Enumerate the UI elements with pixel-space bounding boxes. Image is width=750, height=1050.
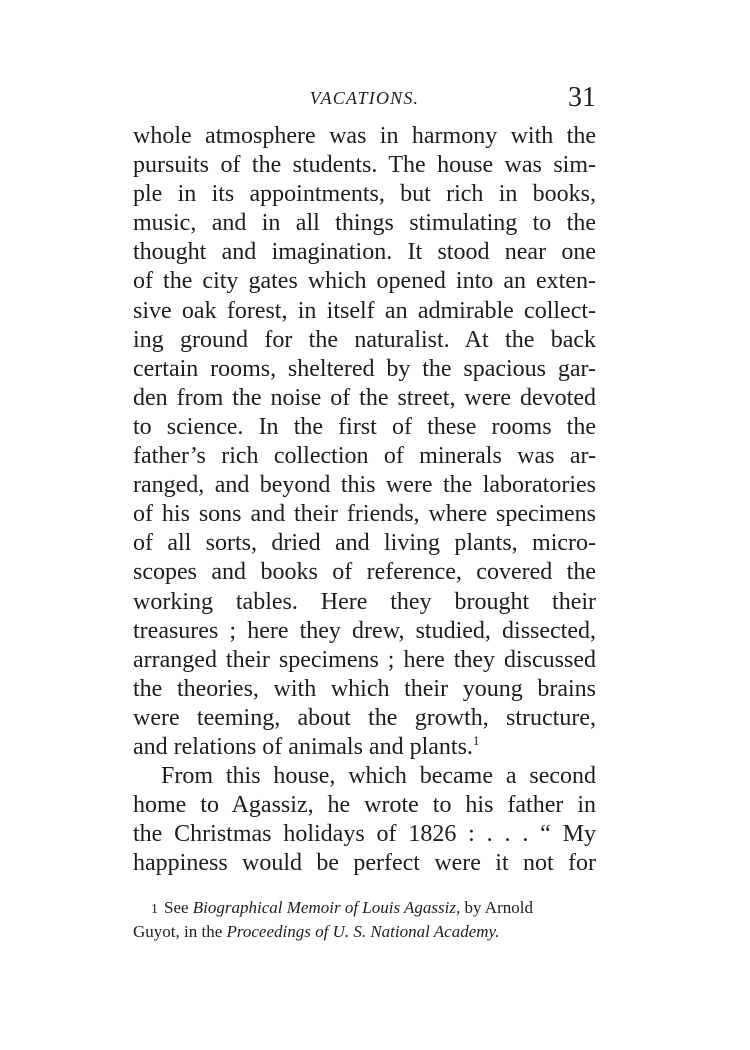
page-number: 31 (568, 82, 596, 113)
text-line: working tables. Here they brought their (133, 588, 596, 615)
footnote-see: See (164, 898, 189, 917)
text-line: whole atmosphere was in harmony with the (133, 123, 596, 149)
text-line: father’s rich collection of minerals was ar- (133, 443, 596, 470)
text-line: the theories, with which their young brains (133, 675, 596, 702)
text-line: treasures ; here they drew, studied, dissected, (133, 617, 596, 644)
running-head (133, 82, 596, 120)
text-line: From this house, which became a second (161, 763, 596, 790)
text-line: pursuits of the students. The house was sim- (133, 152, 596, 179)
text-line: of all sorts, dried and living plants, micro- (133, 530, 596, 557)
text-line: den from the noise of the street, were devoted (133, 384, 596, 411)
text-line: ranged, and beyond this were the laboratories (133, 472, 596, 499)
text-line: music, and in all things stimulating to the (133, 210, 596, 237)
text-line: and relations of animals and plants. (133, 733, 473, 760)
footnote-in-the: in the (184, 922, 223, 941)
footnote-title: Biographical Memoir of Louis Agassiz, (192, 898, 461, 917)
text-line: happiness would be perfect were it not for (133, 850, 596, 877)
footnote-line (133, 920, 596, 944)
text-line: of his sons and their friends, where specimens (133, 501, 596, 528)
footnote-source: Proceedings of U. S. National Academy. (226, 922, 500, 941)
text-line: ing ground for the naturalist. At the back (133, 326, 596, 353)
text-line: home to Agassiz, he wrote to his father in (133, 792, 596, 819)
text-line: to science. In the first of these rooms the (133, 413, 596, 440)
text-line: were teeming, about the growth, structure, (133, 704, 596, 731)
footnote-line (133, 896, 596, 920)
text-line: thought and imagination. It stood near one (133, 239, 596, 266)
running-title: VACATIONS. (309, 88, 420, 108)
footnote-reference: 1 (472, 732, 480, 748)
paragraph-end-line (133, 733, 596, 762)
text-line: arranged their specimens ; here they discussed (133, 646, 596, 673)
text-line: the Christmas holidays of 1826 : . . . “ My (133, 821, 596, 848)
text-line: sive oak forest, in itself an admirable collect- (133, 297, 596, 324)
body-text (133, 122, 596, 878)
text-line: ple in its appointments, but rich in books, (133, 181, 596, 208)
footnote-mark: 1 (151, 902, 158, 917)
text-line: certain rooms, sheltered by the spacious gar- (133, 355, 596, 382)
text-line: scopes and books of reference, covered the (133, 559, 596, 586)
text-line: of the city gates which opened into an exten- (133, 268, 596, 295)
footnote (133, 896, 596, 944)
footnote-author: Guyot, (133, 922, 180, 941)
footnote-by: by Arnold (464, 898, 533, 917)
